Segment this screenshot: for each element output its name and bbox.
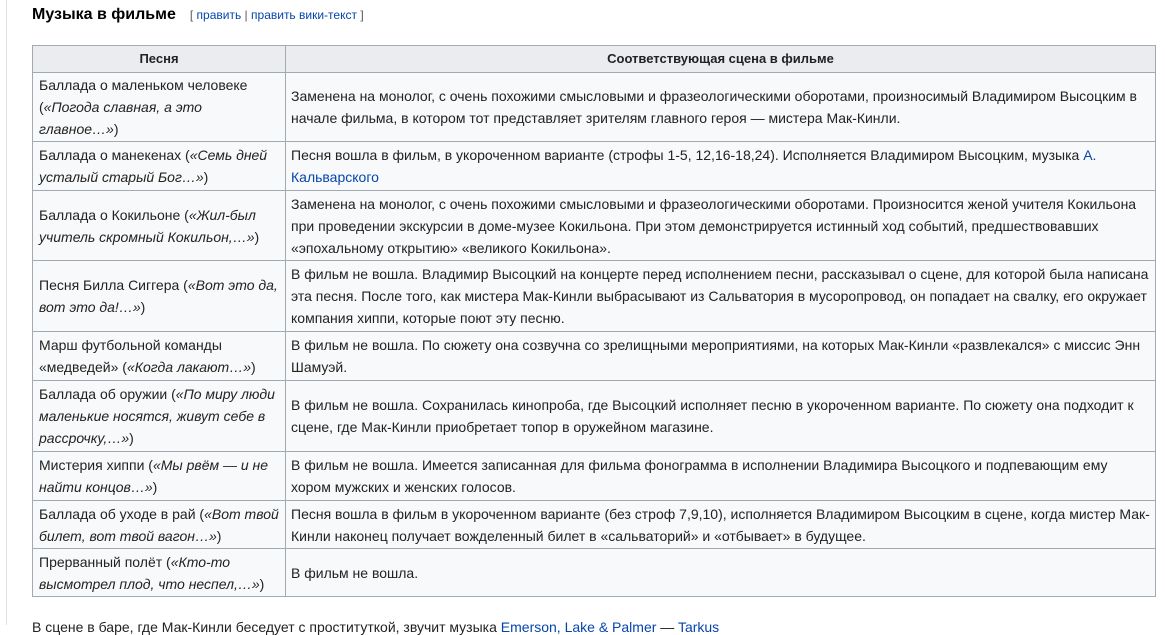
edit-bracket-open: [ [189, 8, 194, 22]
table-row [33, 261, 1156, 332]
song-title: Марш футбольной команды «медведей» [39, 337, 222, 375]
song-cell: Песня Билла Сиггера («Вот это да, вот это да!…») [33, 261, 286, 332]
edit-separator: | [244, 8, 248, 22]
song-cell: Прерванный полёт («Кто-то высмотрел плод, что неспел,…») [33, 549, 286, 597]
scene-text: В фильм не вошла. Имеется записанная для фильма фонограмма в исполнении Владимира Высоцкого и подпевающим ему хором мужских и женских голосов. [291, 457, 1108, 495]
bottom-text: В сцене в баре, где Мак-Кинли беседует с проституткой, звучит музыка [32, 619, 497, 635]
table-row [33, 452, 1156, 501]
song-quote: «Вот это да, вот это да!…» [39, 277, 278, 315]
edit-source-link[interactable]: править вики-текст [251, 8, 357, 22]
bottom-paragraph [32, 619, 719, 635]
bottom-dash: — [660, 619, 675, 635]
song-cell: Мистерия хиппи («Мы рвём — и не найти концов…») [33, 452, 286, 501]
table-row [33, 501, 1156, 549]
song-quote: «По миру люди маленькие носятся, живут себе в рассрочку,…» [39, 386, 275, 446]
scene-cell [286, 549, 1156, 597]
scene-text: В фильм не вошла. [291, 564, 419, 581]
song-title: Песня Билла Сиггера [39, 277, 180, 293]
scene-cell [286, 261, 1156, 332]
edit-link[interactable]: править [196, 8, 242, 22]
composer-link[interactable]: А. Кальварского [291, 147, 1097, 185]
scene-cell [286, 332, 1156, 381]
song-cell: Баллада о Кокильоне («Жил-был учитель скромный Кокильон,…») [33, 191, 286, 261]
scene-cell [286, 381, 1156, 452]
song-cell: Баллада о маленьком человеке («Погода славная, а это главное…») [33, 73, 286, 142]
column-header-song: Песня [33, 46, 286, 73]
song-quote: «Мы рвём — и не найти концов…» [39, 457, 269, 495]
song-quote: «Погода славная, а это главное…» [39, 99, 202, 137]
scene-text: Песня вошла в фильм, в укороченном варианте (строфы 1-5, 12,16-18,24). Исполняется Владимиром Высоцким, музыка [291, 147, 1080, 163]
scene-text: В фильм не вошла. Владимир Высоцкий на концерте перед исполнением песни, рассказывал о сцене, для которой была написана эта песня. После того, как мистера Мак-Кинли выбрасывают из Сальватория в мусоропровод, он попадает на свалку, его окружает компания хиппи, которые поют эту песню. [291, 266, 1149, 326]
table-row [33, 549, 1156, 597]
song-title: Баллада о Кокильоне [39, 206, 181, 223]
song-quote: «Вот твой билет, вот твой вагон…» [39, 505, 279, 544]
scene-text: Песня вошла в фильм в укороченном варианте (без строф 7,9,10), исполняется Владимиром Высоцким в сцене, когда мистер Мак-Кинли наконец получает вожделенный билет в «сальваторий» и «отбывает» в будущее. [291, 505, 1150, 544]
scene-cell [286, 73, 1156, 142]
song-quote: «Семь дней усталый старый Бог…» [39, 147, 268, 185]
song-cell: Баллада о манекенах («Семь дней усталый старый Бог…») [33, 142, 286, 191]
song-title: Баллада об оружии [39, 386, 168, 402]
song-title: Прерванный полёт [39, 553, 163, 570]
scene-cell [286, 452, 1156, 501]
section-title: Музыка в фильме [32, 6, 176, 23]
song-quote: «Жил-был учитель скромный Кокильон,…» [39, 206, 256, 245]
song-cell: Марш футбольной команды «медведей» («Когда лакают…») [33, 332, 286, 381]
section-heading [32, 6, 364, 28]
table-header-row [33, 46, 1156, 73]
scene-text: В фильм не вошла. По сюжету она созвучна со зрелищными мероприятиями, на которых Мак-Кинли «развлекался» с миссис Энн Шамуэй. [291, 337, 1141, 375]
song-title: Мистерия хиппи [39, 457, 145, 473]
edit-section-links [190, 8, 364, 22]
scene-cell [286, 191, 1156, 261]
song-title: Баллада о маленьком человеке [39, 77, 248, 93]
song-cell: Баллада об оружии («По миру люди маленькие носятся, живут себе в рассрочку,…») [33, 381, 286, 452]
song-title: Баллада об уходе в рай [39, 505, 196, 522]
scene-text: Заменена на монолог, с очень похожими смысловыми и фразеологическими оборотами. Произносится женой учителя Кокильона при проведении экскурсии в доме-музее Кокильона. При этом демонстрируется истинный ход событий, предшествовавших «эпохальному открытию» «великого Кокильона». [291, 195, 1137, 256]
song-title: Баллада о манекенах [39, 147, 182, 163]
song-cell: Баллада об уходе в рай («Вот твой билет, вот твой вагон…») [33, 501, 286, 549]
edit-bracket-close: ] [360, 8, 364, 22]
album-link[interactable]: Tarkus [677, 619, 720, 635]
table-row [33, 332, 1156, 381]
scene-cell [286, 142, 1156, 191]
scene-text: В фильм не вошла. Сохранилась кинопроба, где Высоцкий исполняет песню в укороченном варианте. По сюжету она подходит к сцене, где Мак-Кинли приобретает топор в оружейном магазине. [291, 397, 1134, 435]
table-row [33, 73, 1156, 142]
content-left-border [6, 0, 7, 625]
song-quote: «Кто-то высмотрел плод, что неспел,…» [39, 553, 260, 592]
table-row [33, 381, 1156, 452]
scene-text: Заменена на монолог, с очень похожими смысловыми и фразеологическими оборотами, произносимый Владимиром Высоцким в начале фильма, в котором тот представляет зрителям главного героя — мистера Мак-Кинли. [291, 88, 1137, 126]
scene-cell [286, 501, 1156, 549]
songs-table [32, 45, 1156, 597]
table-row [33, 191, 1156, 261]
column-header-scene: Соответствующая сцена в фильме [286, 46, 1156, 73]
table-row [33, 142, 1156, 191]
song-quote: «Когда лакают…» [126, 359, 251, 375]
band-link[interactable]: Emerson, Lake & Palmer [500, 619, 657, 635]
